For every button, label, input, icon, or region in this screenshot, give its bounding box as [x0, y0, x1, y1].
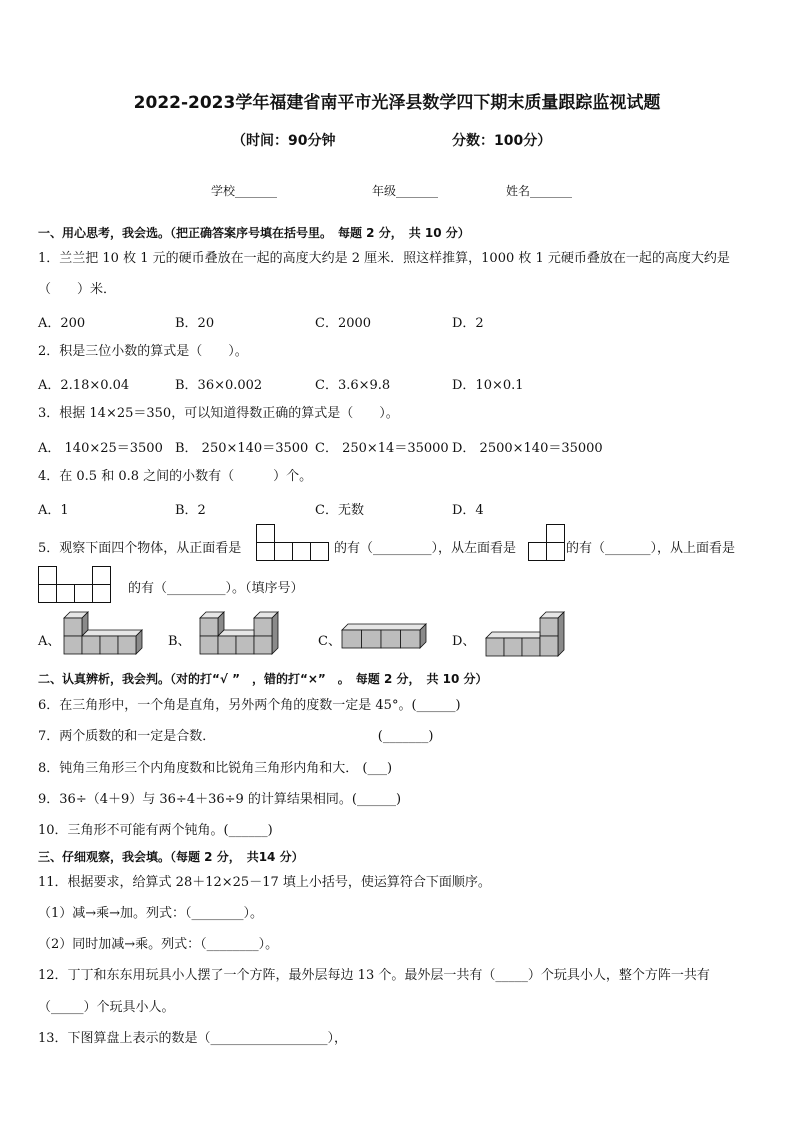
score-label: 分数：100分） — [452, 133, 552, 149]
q4-option-d: D．4 — [452, 503, 484, 518]
question-12-line2: （_____）个玩具小人。 — [38, 1000, 175, 1015]
q2-option-d: D．10×0.1 — [452, 378, 524, 393]
question-13: 13．下图算盘上表示的数是（__________________）， — [38, 1031, 348, 1046]
q2-option-c: C．3.6×9.8 — [315, 378, 391, 393]
figure-c-cubes — [338, 610, 430, 662]
question-9: 9．36÷（4＋9）与 36÷4＋36÷9 的计算结果相同。(______) — [38, 792, 402, 807]
question-11-part1: （1）减→乘→加。列式：（________）。 — [38, 906, 264, 921]
figure-b-cubes — [196, 610, 282, 662]
figure-a-cubes — [60, 610, 146, 662]
q4-option-b: B．2 — [175, 503, 206, 518]
q4-option-c: C．无数 — [315, 503, 364, 518]
question-2: 2．积是三位小数的算式是（ ）。 — [38, 344, 248, 359]
q3-option-c: C． 250×14＝35000 — [315, 441, 449, 456]
question-5-part4: 的有（_________）。（填序号） — [128, 581, 304, 596]
question-1-line2: （ ）米． — [38, 282, 117, 297]
question-12-line1: 12．丁丁和东东用玩具小人摆了一个方阵，最外层每边 13 个。最外层一共有（_____）个玩具小人，整个方阵一共有 — [38, 968, 710, 983]
figure-d-label: D、 — [452, 634, 476, 649]
q3-option-b: B． 250×140＝3500 — [175, 441, 309, 456]
question-5-part2: 的有（_________），从左面看是 — [334, 541, 517, 556]
q1-option-d: D．2 — [452, 316, 484, 331]
question-4: 4．在 0.5 和 0.8 之间的小数有（ ）个。 — [38, 469, 313, 484]
top-view-figure — [38, 566, 114, 604]
q2-option-a: A．2.18×0.04 — [38, 378, 130, 393]
section-2-heading: 二、认真辨析，我会判。（对的打“√ ” ，错的打“×” 。 每题 2 分， 共 10 分） — [38, 672, 488, 686]
question-10: 10．三角形不可能有两个钝角。(______) — [38, 823, 273, 838]
page-title: 2022-2023学年福建省南平市光泽县数学四下期末质量跟踪监视试题 — [133, 93, 661, 113]
q3-option-a: A． 140×25＝3500 — [38, 441, 163, 456]
time-label: （时间：90分钟 — [232, 133, 336, 149]
school-field: 学校_______ — [211, 184, 278, 198]
name-field: 姓名_______ — [506, 184, 573, 198]
question-5-part3: 的有（_______），从上面看是 — [566, 541, 736, 556]
question-1-line1: 1．兰兰把 10 枚 1 元的硬币叠放在一起的高度大约是 2 厘米．照这样推算，1000 枚 1 元硬币叠放在一起的高度大约是 — [38, 251, 730, 266]
q1-option-a: A．200 — [38, 316, 86, 331]
figure-c-label: C、 — [318, 634, 341, 649]
section-3-heading: 三、仔细观察，我会填。（每题 2 分， 共14 分） — [38, 850, 304, 864]
question-11: 11．根据要求，给算式 28＋12×25－17 填上小括号，使运算符合下面顺序。 — [38, 875, 491, 890]
question-3: 3．根据 14×25＝350，可以知道得数正确的算式是（ ）。 — [38, 406, 399, 421]
left-view-figure — [528, 524, 568, 562]
question-7: 7．两个质数的和一定是合数． (_______) — [38, 729, 434, 744]
front-view-figure — [256, 524, 332, 562]
question-8: 8．钝角三角形三个内角度数和比锐角三角形内角和大． (___) — [38, 761, 393, 776]
question-11-part2: （2）同时加减→乘。列式：（________）。 — [38, 937, 279, 952]
q1-option-b: B．20 — [175, 316, 215, 331]
figure-d-cubes — [482, 610, 572, 662]
figure-b-label: B、 — [168, 634, 191, 649]
question-6: 6．在三角形中，一个角是直角，另外两个角的度数一定是 45°。(______) — [38, 698, 461, 713]
q3-option-d: D． 2500×140＝35000 — [452, 441, 603, 456]
q4-option-a: A．1 — [38, 503, 69, 518]
figure-a-label: A、 — [38, 634, 61, 649]
q1-option-c: C．2000 — [315, 316, 372, 331]
question-5-part1: 5．观察下面四个物体，从正面看是 — [38, 541, 242, 556]
section-1-heading: 一、用心思考，我会选。（把正确答案序号填在括号里。 每题 2 分， 共 10 分） — [38, 226, 470, 240]
grade-field: 年级_______ — [372, 184, 439, 198]
q2-option-b: B．36×0.002 — [175, 378, 263, 393]
